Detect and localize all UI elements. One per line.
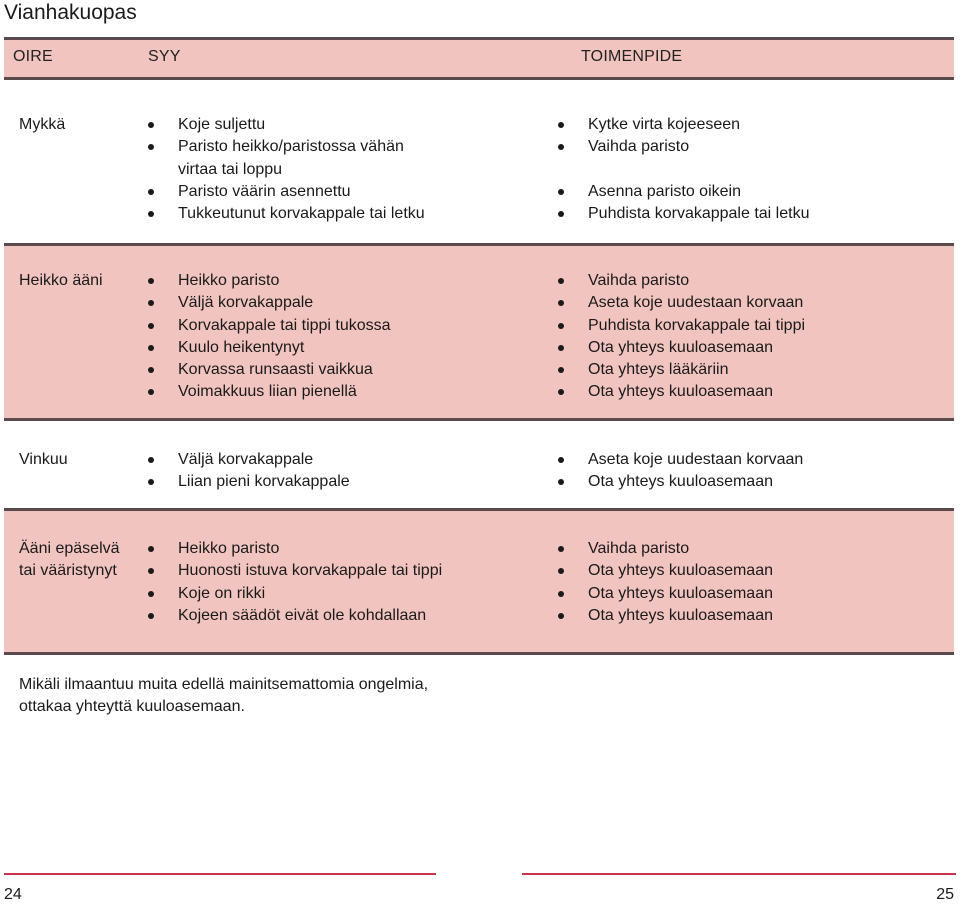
list-item-text: Ota yhteys kuuloasemaan: [588, 562, 773, 580]
bullet-icon: [148, 122, 154, 128]
symptom-line: Ääni epäselvä: [19, 540, 120, 557]
list-item-text: Ota yhteys kuuloasemaan: [588, 584, 773, 602]
list-item-text: Vaihda paristo: [588, 272, 690, 289]
list-item: [148, 292, 391, 314]
bullet-icon: [558, 389, 564, 395]
list-item-text: Korvakappale tai tippi tukossa: [178, 316, 391, 334]
list-item-continuation: [148, 159, 425, 181]
symptom-label: [19, 449, 144, 471]
list-item-text: Heikko paristo: [178, 272, 280, 289]
list-item-text: Kytke virta kojeeseen: [588, 116, 741, 133]
list-item: [558, 471, 803, 493]
bullet-icon: [148, 591, 154, 597]
bullet-icon: [558, 546, 564, 552]
bullet-icon: [558, 591, 564, 597]
list-item: [558, 203, 809, 225]
bullet-icon: [148, 211, 154, 217]
bullet-icon: [558, 479, 564, 485]
list-item-text: Aseta koje uudestaan korvaan: [588, 451, 804, 468]
list-item-text: Paristo heikko/paristossa vähän: [178, 138, 404, 156]
bullet-icon: [148, 389, 154, 395]
symptom-line: Vinkuu: [19, 451, 68, 468]
bullet-icon: [558, 300, 564, 306]
row-divider: [4, 652, 954, 655]
symptom-label: [19, 538, 144, 583]
list-item-text: Ota yhteys kuuloasemaan: [588, 338, 773, 356]
bullet-icon: [558, 613, 564, 619]
bullet-icon: [148, 278, 154, 284]
row-band: [4, 511, 954, 652]
list-item-text: Kuulo heikentynyt: [178, 338, 305, 356]
bullet-icon: [148, 345, 154, 351]
list-item: [148, 359, 391, 381]
list-item: [558, 270, 805, 292]
list-item-text: Ota yhteys kuuloasemaan: [588, 473, 773, 491]
list-item-text: Puhdista korvakappale tai tippi: [588, 316, 806, 334]
list-item: [148, 136, 425, 158]
action-list: [558, 270, 805, 404]
list-item-text: Tukkeutunut korvakappale tai letku: [178, 205, 425, 223]
list-item-text: Liian pieni korvakappale: [178, 473, 350, 491]
list-item: [148, 381, 391, 403]
bullet-icon: [558, 144, 564, 150]
bullet-icon: [148, 189, 154, 195]
bullet-icon: [558, 367, 564, 373]
cause-list: [148, 270, 391, 404]
list-item: [558, 381, 805, 403]
column-header-symptom: OIRE: [13, 48, 53, 65]
list-item: [148, 560, 442, 582]
list-item-text: Aseta koje uudestaan korvaan: [588, 294, 804, 312]
bullet-icon: [148, 367, 154, 373]
list-item: [558, 449, 803, 471]
list-item: [558, 605, 773, 627]
bullet-icon: [148, 479, 154, 485]
header-bottom-rule: [4, 77, 954, 80]
list-item: [148, 270, 391, 292]
list-item: [148, 449, 350, 471]
list-item-text: Voimakkuus liian pienellä: [178, 383, 357, 401]
bullet-icon: [558, 278, 564, 284]
list-item: [558, 114, 809, 136]
bullet-icon: [558, 189, 564, 195]
cause-list: [148, 538, 442, 627]
row-band: [4, 246, 954, 418]
page-title: Vianhakuopas: [4, 1, 137, 24]
bullet-icon: [558, 568, 564, 574]
list-item: [148, 181, 425, 203]
page-number-right: 25: [936, 886, 954, 903]
bullet-icon: [558, 211, 564, 217]
bullet-icon: [148, 613, 154, 619]
list-item-text: Väljä korvakappale: [178, 294, 314, 312]
list-item-text: Vaihda paristo: [588, 138, 690, 156]
list-item: [148, 315, 391, 337]
list-item: [558, 136, 809, 158]
list-item-text: Ota yhteys kuuloasemaan: [588, 383, 773, 401]
list-item: [148, 337, 391, 359]
list-item-text: Paristo väärin asennettu: [178, 182, 351, 200]
footnote: [19, 674, 428, 719]
footer-accent-line-right: [522, 873, 956, 875]
list-item: [558, 315, 805, 337]
footnote-line: Mikäli ilmaantuu muita edellä mainitsemattomia ongelmia,: [19, 676, 429, 693]
list-item-spacer: [558, 159, 809, 181]
cause-list: [148, 114, 425, 225]
list-item: [558, 560, 773, 582]
list-item-text: virtaa tai loppu: [178, 160, 283, 178]
list-item: [558, 359, 805, 381]
symptom-label: [19, 114, 144, 136]
list-item: [148, 583, 442, 605]
column-header-action: TOIMENPIDE: [581, 48, 683, 65]
bullet-icon: [148, 457, 154, 463]
list-item: [558, 337, 805, 359]
list-item-text: Koje suljettu: [178, 116, 266, 133]
list-item: [148, 114, 425, 136]
symptom-line: Heikko ääni: [19, 272, 103, 289]
list-item-text: Väljä korvakappale: [178, 451, 314, 468]
bullet-icon: [148, 568, 154, 574]
symptom-label: [19, 270, 144, 292]
footnote-line: ottakaa yhteyttä kuuloasemaan.: [19, 698, 245, 716]
list-item-text: Ota yhteys lääkäriin: [588, 361, 729, 379]
bullet-icon: [148, 323, 154, 329]
list-item: [558, 583, 773, 605]
list-item: [148, 203, 425, 225]
list-item-text: Heikko paristo: [178, 540, 280, 557]
list-item-text: Asenna paristo oikein: [588, 182, 741, 200]
action-list: [558, 538, 773, 627]
list-item: [148, 471, 350, 493]
list-item-text: Ota yhteys kuuloasemaan: [588, 606, 773, 624]
bullet-icon: [148, 144, 154, 150]
bullet-icon: [148, 546, 154, 552]
list-item: [148, 605, 442, 627]
list-item: [148, 538, 442, 560]
footer-accent-line-left: [4, 873, 436, 875]
symptom-line: Mykkä: [19, 116, 66, 133]
list-item-text: Korvassa runsaasti vaikkua: [178, 361, 373, 379]
list-item: [558, 292, 805, 314]
bullet-icon: [148, 300, 154, 306]
action-list: [558, 449, 803, 494]
list-item-text: Puhdista korvakappale tai letku: [588, 205, 810, 223]
symptom-line: tai vääristynyt: [19, 562, 117, 580]
list-item-text: Huonosti istuva korvakappale tai tippi: [178, 562, 443, 580]
row-divider: [4, 418, 954, 421]
header-band: [4, 40, 954, 77]
action-list: [558, 114, 809, 225]
bullet-icon: [558, 122, 564, 128]
list-item: [558, 181, 809, 203]
cause-list: [148, 449, 350, 494]
bullet-icon: [558, 323, 564, 329]
list-item-text: Kojeen säädöt eivät ole kohdallaan: [178, 606, 427, 624]
bullet-icon: [558, 457, 564, 463]
column-header-cause: SYY: [148, 48, 181, 65]
bullet-icon: [558, 345, 564, 351]
page-number-left: 24: [4, 886, 22, 903]
list-item: [558, 538, 773, 560]
list-item-text: Vaihda paristo: [588, 540, 690, 557]
list-item-text: Koje on rikki: [178, 584, 266, 602]
